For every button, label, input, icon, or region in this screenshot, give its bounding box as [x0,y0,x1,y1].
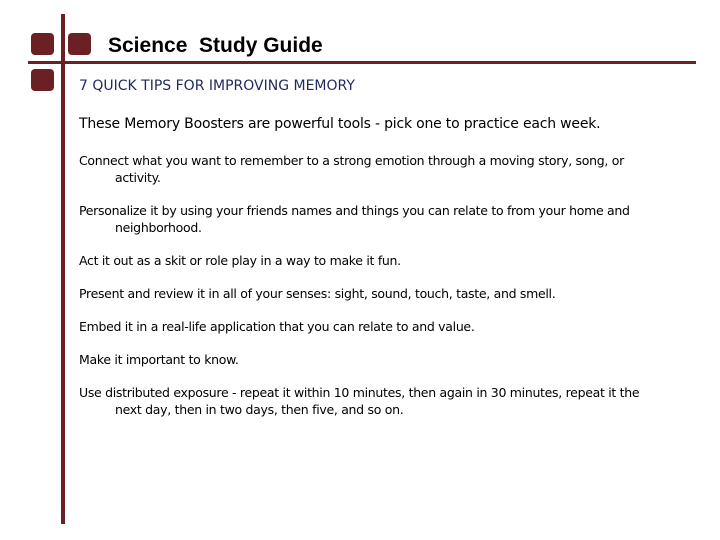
tip-item: Embed it in a real-life application that you can relate to and value. [79,319,475,334]
slide-title: Science Study Guide [108,34,323,57]
tip-item: Connect what you want to remember to a strong emotion through a moving story, song, or activity. [79,153,624,185]
tips-heading: 7 QUICK TIPS FOR IMPROVING MEMORY [79,78,355,94]
decorative-horizontal-rule [28,61,696,64]
decorative-square-top-left [31,33,54,55]
intro-text: These Memory Boosters are powerful tools - pick one to practice each week. [79,116,601,132]
decorative-vertical-rule [61,14,65,524]
tips-list [79,152,669,434]
tip-item: Make it important to know. [79,352,239,367]
decorative-square-top-right [68,33,91,55]
tip-item: Act it out as a skit or role play in a way to make it fun. [79,253,401,268]
tip-item: Present and review it in all of your senses: sight, sound, touch, taste, and smell. [79,286,556,301]
tip-item: Use distributed exposure - repeat it within 10 minutes, then again in 30 minutes, repeat it the next day, then in two days, then five, and so on. [79,385,640,417]
tip-item: Personalize it by using your friends names and things you can relate to from your home and neighborhood. [79,203,630,235]
decorative-square-bottom-left [31,69,54,91]
